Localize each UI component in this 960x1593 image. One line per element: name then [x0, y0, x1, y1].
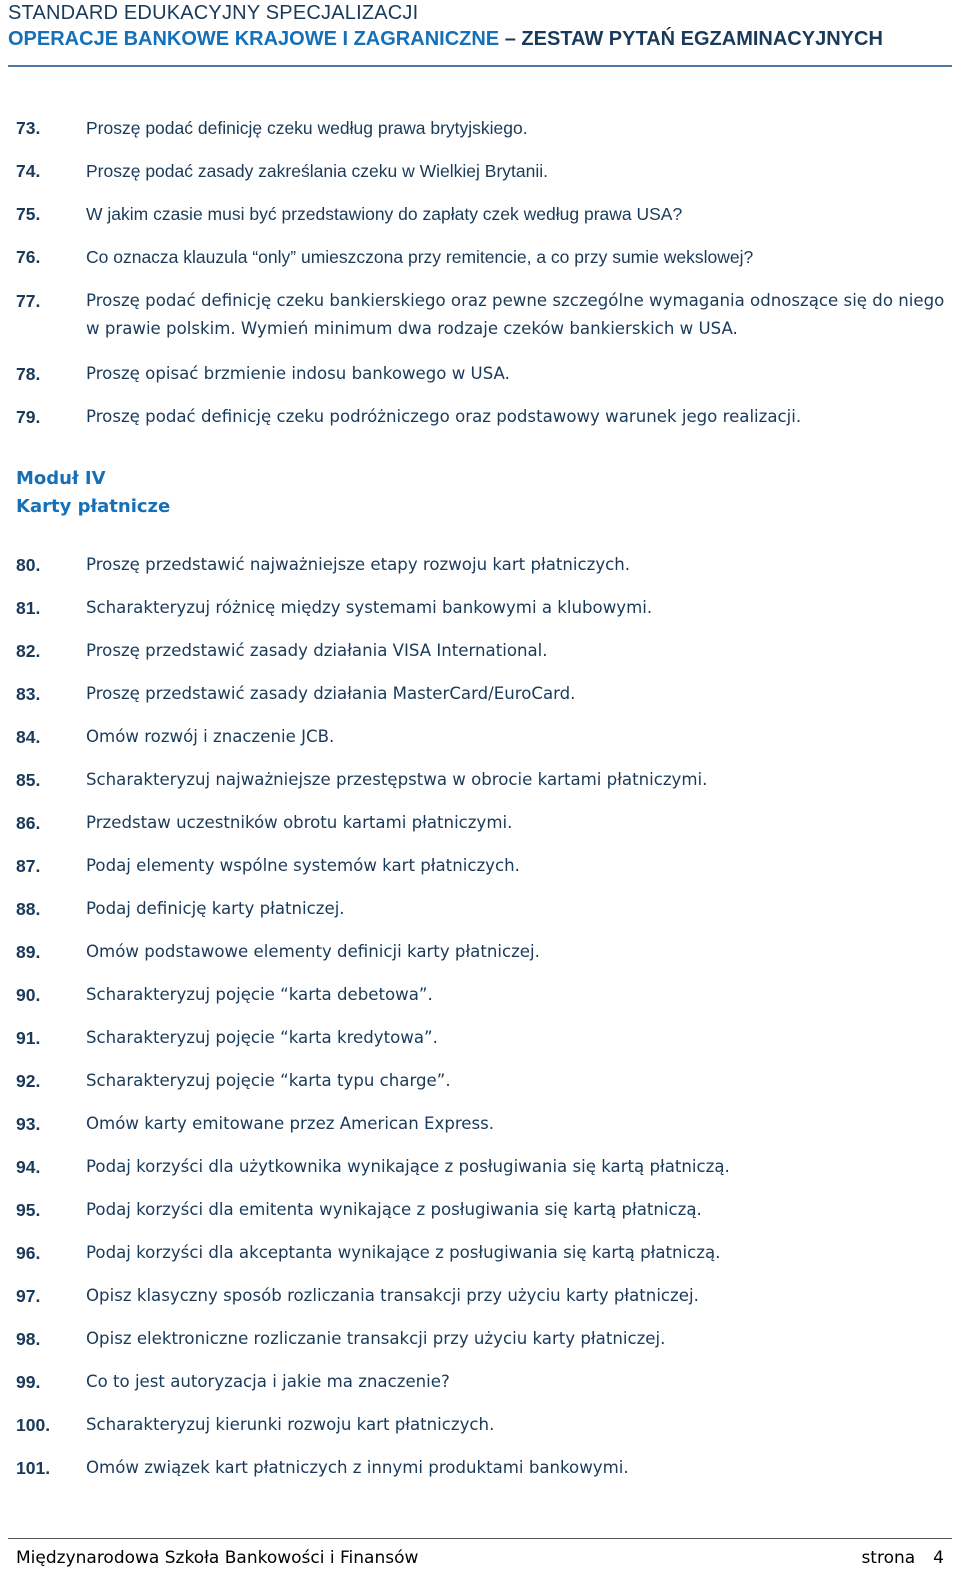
question-number: 99. — [16, 1372, 41, 1392]
question-item — [16, 1196, 946, 1224]
question-item — [16, 637, 946, 665]
header-doc-type: ZESTAW PYTAŃ EGZAMINACYJNYCH — [521, 28, 883, 50]
question-text: Scharakteryzuj pojęcie “karta kredytowa”. — [86, 1028, 438, 1047]
question-item — [16, 981, 946, 1009]
question-number: 93. — [16, 1114, 41, 1134]
question-item — [16, 287, 946, 343]
header-divider — [8, 65, 952, 67]
question-number: 76. — [16, 247, 41, 267]
question-item — [16, 594, 946, 622]
question-text: Proszę podać definicję czeku według prawa brytyjskiego. — [86, 118, 528, 138]
footer-institution: Międzynarodowa Szkoła Bankowości i Finansów — [16, 1548, 419, 1568]
question-number: 101. — [16, 1458, 51, 1478]
question-item — [16, 1110, 946, 1138]
question-item — [16, 723, 946, 751]
module-subtitle: Karty płatnicze — [16, 496, 171, 517]
question-text: Podaj definicję karty płatniczej. — [86, 899, 345, 918]
question-text: Scharakteryzuj najważniejsze przestępstwa w obrocie kartami płatniczymi. — [86, 770, 708, 789]
question-text: Proszę przedstawić zasady działania VISA International. — [86, 641, 548, 660]
question-number: 91. — [16, 1028, 41, 1048]
question-number: 74. — [16, 161, 41, 181]
question-number: 79. — [16, 407, 41, 427]
question-number: 87. — [16, 856, 41, 876]
question-item — [16, 1368, 946, 1396]
question-text: Omów podstawowe elementy definicji karty płatniczej. — [86, 942, 540, 961]
question-text: Scharakteryzuj pojęcie “karta debetowa”. — [86, 985, 433, 1004]
question-item — [16, 157, 946, 185]
question-item — [16, 114, 946, 142]
question-text: Proszę podać zasady zakreślania czeku w Wielkiej Brytanii. — [86, 161, 548, 181]
question-text: Omów rozwój i znaczenie JCB. — [86, 727, 335, 746]
question-text: Opisz elektroniczne rozliczanie transakcji przy użyciu karty płatniczej. — [86, 1329, 666, 1348]
question-text: Podaj korzyści dla akceptanta wynikające z posługiwania się kartą płatniczą. — [86, 1243, 721, 1262]
question-item — [16, 360, 946, 388]
question-number: 88. — [16, 899, 41, 919]
question-number: 75. — [16, 204, 41, 224]
question-text: Proszę podać definicję czeku bankierskiego oraz pewne szczególne wymagania odnoszące się do niego w prawie polskim. Wymień minimum dwa rodzaje czeków bankierskich w USA. — [86, 291, 945, 338]
question-number: 80. — [16, 555, 41, 575]
page-footer — [0, 1538, 960, 1593]
question-number: 84. — [16, 727, 41, 747]
footer-page-indicator — [861, 1548, 944, 1568]
question-number: 98. — [16, 1329, 41, 1349]
question-item — [16, 1454, 946, 1482]
question-item — [16, 895, 946, 923]
question-number: 83. — [16, 684, 41, 704]
page-header — [0, 0, 960, 68]
question-number: 89. — [16, 942, 41, 962]
question-text: Proszę przedstawić najważniejsze etapy rozwoju kart płatniczych. — [86, 555, 631, 574]
module-title: Moduł IV — [16, 468, 106, 489]
question-number: 94. — [16, 1157, 41, 1177]
question-item — [16, 938, 946, 966]
question-text: Proszę podać definicję czeku podróżniczego oraz podstawowy warunek jego realizacji. — [86, 407, 802, 426]
question-number: 85. — [16, 770, 41, 790]
question-number: 97. — [16, 1286, 41, 1306]
footer-page-number: 4 — [933, 1548, 944, 1568]
footer-divider — [8, 1538, 952, 1539]
header-subtitle — [8, 28, 883, 51]
question-item — [16, 1282, 946, 1310]
question-text: Proszę opisać brzmienie indosu bankowego w USA. — [86, 364, 510, 383]
question-number: 81. — [16, 598, 41, 618]
question-text: Omów karty emitowane przez American Express. — [86, 1114, 495, 1133]
header-course-name: OPERACJE BANKOWE KRAJOWE I ZAGRANICZNE — [8, 28, 500, 50]
question-text: Proszę przedstawić zasady działania MasterCard/EuroCard. — [86, 684, 576, 703]
question-text: Podaj elementy wspólne systemów kart płatniczych. — [86, 856, 520, 875]
question-number: 73. — [16, 118, 41, 138]
question-item — [16, 852, 946, 880]
question-item — [16, 766, 946, 794]
question-number: 90. — [16, 985, 41, 1005]
question-text: W jakim czasie musi być przedstawiony do zapłaty czek według prawa USA? — [86, 204, 683, 224]
question-text: Przedstaw uczestników obrotu kartami płatniczymi. — [86, 813, 513, 832]
question-text: Scharakteryzuj różnicę między systemami bankowymi a klubowymi. — [86, 598, 653, 617]
question-number: 96. — [16, 1243, 41, 1263]
question-number: 78. — [16, 364, 41, 384]
question-text: Podaj korzyści dla użytkownika wynikające z posługiwania się kartą płatniczą. — [86, 1157, 730, 1176]
question-item — [16, 403, 946, 431]
question-number: 100. — [16, 1415, 51, 1435]
question-item — [16, 1153, 946, 1181]
question-item — [16, 809, 946, 837]
question-text: Podaj korzyści dla emitenta wynikające z posługiwania się kartą płatniczą. — [86, 1200, 702, 1219]
question-text: Omów związek kart płatniczych z innymi produktami bankowymi. — [86, 1458, 629, 1477]
question-text: Co to jest autoryzacja i jakie ma znaczenie? — [86, 1372, 450, 1391]
question-item — [16, 1239, 946, 1267]
question-text: Co oznacza klauzula “only” umieszczona przy remitencie, a co przy sumie wekslowej? — [86, 247, 754, 267]
question-text: Scharakteryzuj kierunki rozwoju kart płatniczych. — [86, 1415, 495, 1434]
question-item — [16, 1067, 946, 1095]
question-item — [16, 551, 946, 579]
question-item — [16, 1411, 946, 1439]
question-item — [16, 1325, 946, 1353]
question-number: 82. — [16, 641, 41, 661]
footer-page-label: strona — [861, 1548, 916, 1568]
question-number: 86. — [16, 813, 41, 833]
question-number: 95. — [16, 1200, 41, 1220]
question-item — [16, 680, 946, 708]
question-text: Scharakteryzuj pojęcie “karta typu charge”. — [86, 1071, 451, 1090]
question-item — [16, 243, 946, 271]
question-item — [16, 200, 946, 228]
question-text: Opisz klasyczny sposób rozliczania transakcji przy użyciu karty płatniczej. — [86, 1286, 699, 1305]
question-number: 77. — [16, 291, 41, 311]
header-title: STANDARD EDUKACYJNY SPECJALIZACJI — [8, 2, 419, 24]
question-item — [16, 1024, 946, 1052]
question-number: 92. — [16, 1071, 41, 1091]
header-separator: – — [499, 28, 522, 50]
